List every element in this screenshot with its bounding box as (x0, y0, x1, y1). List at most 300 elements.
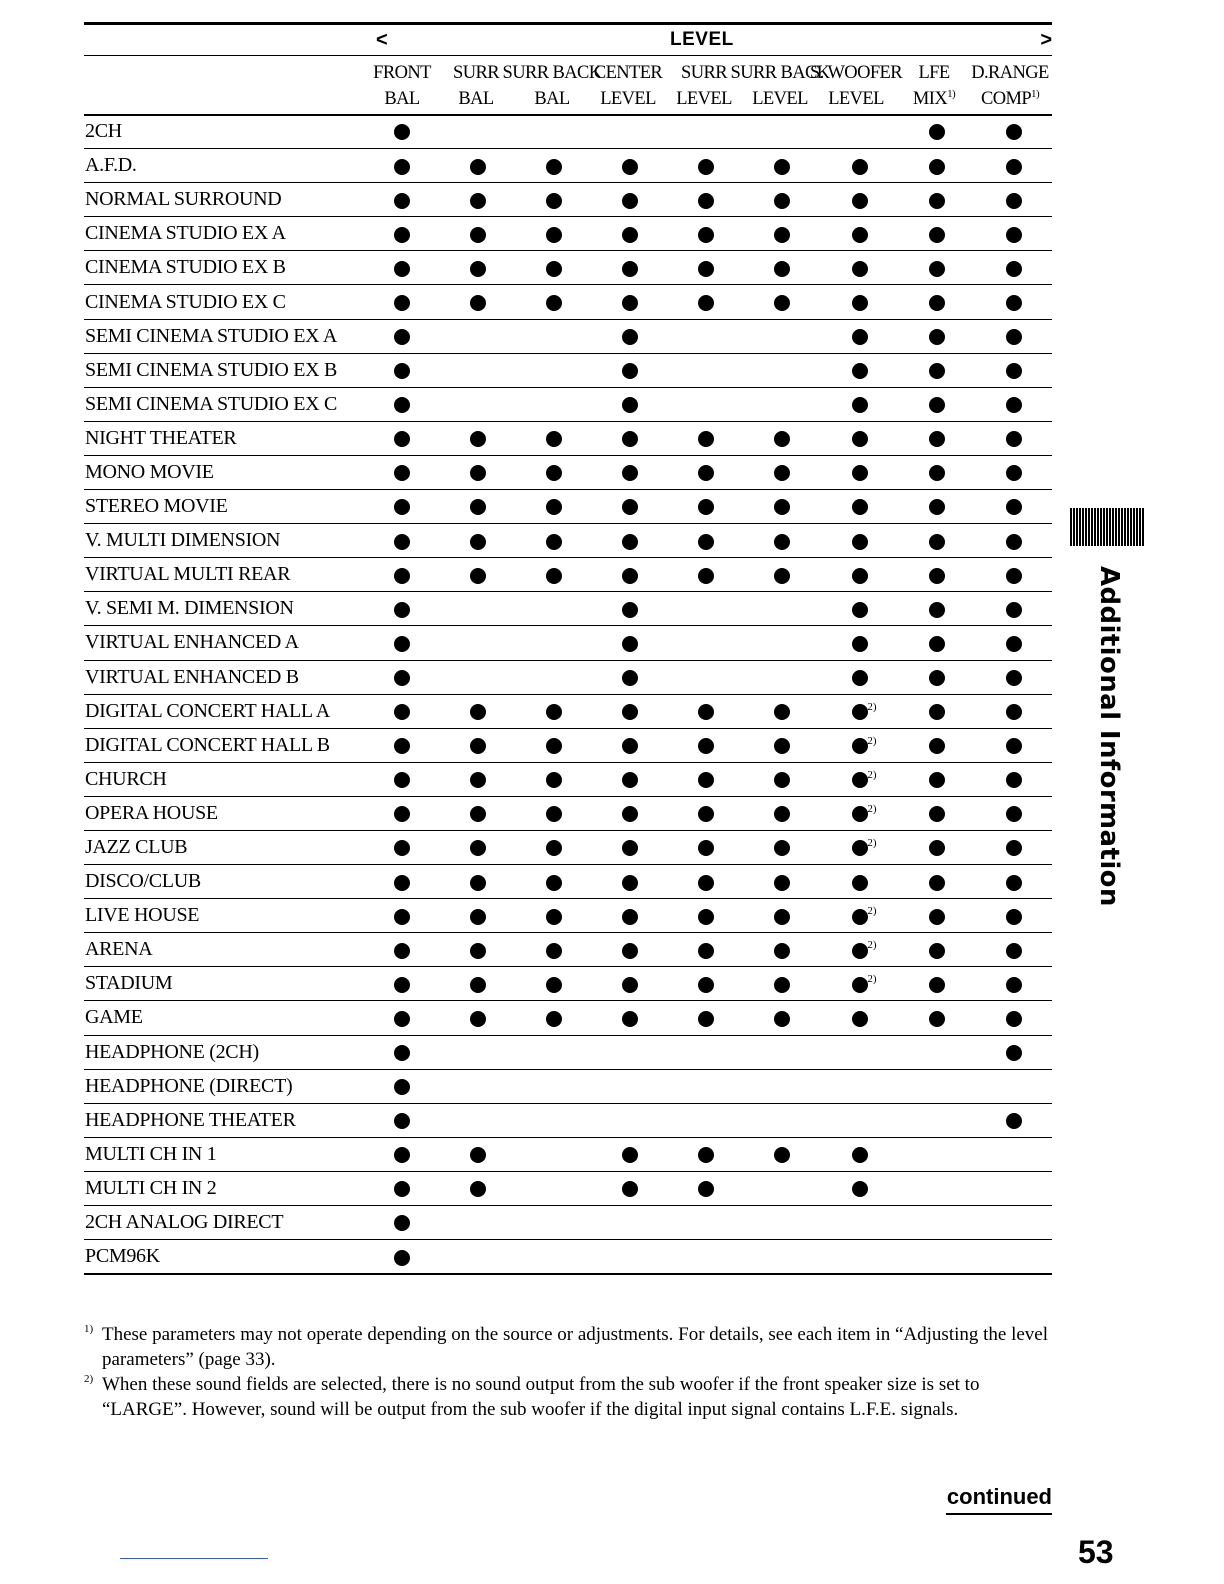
table-cell (592, 1001, 668, 1035)
column-header-line2 (373, 86, 431, 112)
filled-circle-icon (852, 465, 868, 481)
table-cell (744, 694, 820, 728)
table-cell (975, 558, 1052, 592)
table-row (84, 592, 1052, 626)
table-cell (668, 319, 744, 353)
filled-circle-icon (774, 738, 790, 754)
table-cell (975, 319, 1052, 353)
filled-circle-icon (622, 1181, 638, 1197)
filled-circle-icon (1006, 806, 1022, 822)
filled-circle-icon (1006, 397, 1022, 413)
table-cell (744, 1035, 820, 1069)
table-cell (899, 694, 975, 728)
table-cell (440, 1069, 516, 1103)
sound-field-name: DIGITAL CONCERT HALL A (84, 694, 363, 728)
filled-circle-icon (546, 499, 562, 515)
filled-circle-icon (394, 602, 410, 618)
table-cell (820, 115, 899, 149)
sound-field-name: DISCO/CLUB (84, 865, 363, 899)
table-row (84, 899, 1052, 933)
table-cell (668, 353, 744, 387)
filled-circle-icon (1006, 772, 1022, 788)
filled-circle-icon (852, 1147, 868, 1163)
filled-circle-icon (546, 909, 562, 925)
table-cell (820, 1240, 899, 1275)
filled-circle-icon (774, 499, 790, 515)
filled-circle-icon (394, 1011, 410, 1027)
footnote-ref: 2) (867, 905, 877, 918)
sound-field-name: MULTI CH IN 1 (84, 1137, 363, 1171)
table-cell (592, 251, 668, 285)
filled-circle-icon (1006, 602, 1022, 618)
filled-circle-icon (394, 840, 410, 856)
table-cell (668, 421, 744, 455)
table-cell (363, 421, 440, 455)
table-cell (668, 626, 744, 660)
table-cell (820, 1103, 899, 1137)
table-cell (744, 217, 820, 251)
table-cell (744, 626, 820, 660)
filled-circle-icon (394, 943, 410, 959)
filled-circle-icon (622, 738, 638, 754)
table-cell (975, 899, 1052, 933)
table-cell (440, 865, 516, 899)
filled-circle-icon (929, 261, 945, 277)
table-cell (592, 455, 668, 489)
table-cell (516, 933, 592, 967)
table-cell (440, 1103, 516, 1137)
filled-circle-icon (774, 1011, 790, 1027)
table-cell (363, 1206, 440, 1240)
table-cell (668, 1001, 744, 1035)
filled-circle-icon (698, 977, 714, 993)
table-cell (592, 524, 668, 558)
filled-circle-icon (1006, 261, 1022, 277)
filled-circle-icon (1006, 670, 1022, 686)
table-cell (440, 387, 516, 421)
table-cell (975, 1035, 1052, 1069)
table-cell (899, 1035, 975, 1069)
table-row (84, 1171, 1052, 1205)
table-cell (516, 694, 592, 728)
column-header (810, 60, 902, 112)
table-cell (440, 762, 516, 796)
filled-circle-icon (622, 1147, 638, 1163)
filled-circle-icon (1006, 909, 1022, 925)
filled-circle-icon (852, 329, 868, 345)
column-header-line1: SURR (681, 63, 727, 83)
table-cell (899, 1001, 975, 1035)
table-cell (899, 660, 975, 694)
table-cell (668, 660, 744, 694)
table-cell (744, 421, 820, 455)
table-cell (975, 1171, 1052, 1205)
table-row (84, 183, 1052, 217)
footnote-text: These parameters may not operate depending on the source or adjustments. For details, see each item in “Adjusting the level parameters” (page 33). (102, 1324, 1049, 1370)
table-cell (899, 387, 975, 421)
filled-circle-icon (774, 534, 790, 550)
table-cell (516, 183, 592, 217)
sound-field-name: STEREO MOVIE (84, 490, 363, 524)
filled-circle-icon (622, 636, 638, 652)
table-row (84, 387, 1052, 421)
filled-circle-icon (622, 261, 638, 277)
filled-circle-icon (1006, 1011, 1022, 1027)
filled-circle-icon (546, 227, 562, 243)
filled-circle-icon (1006, 465, 1022, 481)
table-cell (975, 830, 1052, 864)
table-cell (899, 1206, 975, 1240)
table-cell (363, 694, 440, 728)
filled-circle-icon (852, 1181, 868, 1197)
table-cell (975, 490, 1052, 524)
filled-circle-icon (698, 1147, 714, 1163)
filled-circle-icon (774, 261, 790, 277)
right-arrow-icon: > (1040, 29, 1052, 51)
table-row (84, 762, 1052, 796)
sound-field-name: MULTI CH IN 2 (84, 1171, 363, 1205)
table-cell (592, 1206, 668, 1240)
table-cell (668, 728, 744, 762)
filled-circle-icon (698, 499, 714, 515)
filled-circle-icon (1006, 124, 1022, 140)
table-cell (899, 421, 975, 455)
table-cell (899, 353, 975, 387)
filled-circle-icon (546, 534, 562, 550)
sound-field-parameter-table (84, 115, 1052, 1275)
table-cell (440, 660, 516, 694)
bottom-rule (120, 1558, 268, 1559)
sound-field-name: JAZZ CLUB (84, 830, 363, 864)
filled-circle-icon (394, 738, 410, 754)
table-cell (668, 933, 744, 967)
filled-circle-icon (470, 806, 486, 822)
table-cell (668, 1103, 744, 1137)
filled-circle-icon (546, 1011, 562, 1027)
table-cell (592, 1035, 668, 1069)
filled-circle-icon (470, 738, 486, 754)
filled-circle-icon (929, 499, 945, 515)
filled-circle-icon (622, 329, 638, 345)
table-cell (899, 762, 975, 796)
table-cell (744, 1240, 820, 1275)
sound-field-name: VIRTUAL ENHANCED B (84, 660, 363, 694)
filled-circle-icon (546, 806, 562, 822)
column-header-line2 (913, 86, 955, 112)
filled-circle-icon (698, 909, 714, 925)
table-cell (516, 1171, 592, 1205)
filled-circle-icon (852, 227, 868, 243)
filled-circle-icon (929, 568, 945, 584)
table-cell (975, 762, 1052, 796)
table-cell (592, 796, 668, 830)
footnotes (84, 1322, 1052, 1422)
table-cell (744, 592, 820, 626)
table-cell (975, 592, 1052, 626)
footnote (84, 1372, 1052, 1422)
sound-field-name: OPERA HOUSE (84, 796, 363, 830)
footnote-ref: 2) (867, 836, 877, 849)
table-cell (668, 1240, 744, 1275)
table-cell (975, 967, 1052, 1001)
table-cell (440, 728, 516, 762)
table-cell (975, 524, 1052, 558)
table-cell (975, 353, 1052, 387)
table-cell (668, 1206, 744, 1240)
table-cell (820, 762, 899, 796)
column-header-line1: SURR BACK (502, 63, 602, 83)
column-header-line2-text: LEVEL (752, 89, 808, 109)
table-cell (899, 319, 975, 353)
table-cell (820, 1035, 899, 1069)
filled-circle-icon (622, 602, 638, 618)
table-cell (899, 115, 975, 149)
table-cell (899, 149, 975, 183)
table-cell (363, 1240, 440, 1275)
table-cell (440, 1001, 516, 1035)
filled-circle-icon (546, 875, 562, 891)
filled-circle-icon (852, 875, 868, 891)
table-cell (744, 558, 820, 592)
table-cell (516, 830, 592, 864)
filled-circle-icon (470, 977, 486, 993)
filled-circle-icon (929, 124, 945, 140)
footnote-ref: 1) (1031, 87, 1040, 100)
table-cell (440, 967, 516, 1001)
filled-circle-icon (394, 261, 410, 277)
sound-field-name: SEMI CINEMA STUDIO EX A (84, 319, 363, 353)
table-cell (440, 592, 516, 626)
table-cell (744, 1206, 820, 1240)
table-cell (668, 183, 744, 217)
table-cell (516, 217, 592, 251)
filled-circle-icon (852, 772, 868, 788)
sound-field-name: ARENA (84, 933, 363, 967)
table-cell (592, 865, 668, 899)
table-row (84, 1035, 1052, 1069)
table-cell (668, 865, 744, 899)
table-cell (899, 796, 975, 830)
filled-circle-icon (394, 568, 410, 584)
table-row (84, 217, 1052, 251)
filled-circle-icon (470, 875, 486, 891)
filled-circle-icon (394, 227, 410, 243)
filled-circle-icon (929, 840, 945, 856)
table-cell (363, 115, 440, 149)
table-cell (899, 1103, 975, 1137)
table-cell (899, 455, 975, 489)
filled-circle-icon (394, 193, 410, 209)
table-cell (744, 1103, 820, 1137)
filled-circle-icon (546, 295, 562, 311)
filled-circle-icon (852, 499, 868, 515)
table-cell (975, 728, 1052, 762)
table-cell (440, 626, 516, 660)
filled-circle-icon (852, 193, 868, 209)
table-cell (440, 830, 516, 864)
filled-circle-icon (622, 909, 638, 925)
filled-circle-icon (622, 840, 638, 856)
table-cell (975, 455, 1052, 489)
table-cell (899, 558, 975, 592)
table-cell (363, 1035, 440, 1069)
footnote-ref: 2) (867, 734, 877, 747)
table-cell (899, 285, 975, 319)
table-cell (820, 660, 899, 694)
filled-circle-icon (622, 159, 638, 175)
left-arrow-icon: < (376, 29, 388, 51)
table-cell (363, 490, 440, 524)
table-cell (668, 1137, 744, 1171)
table-cell (668, 762, 744, 796)
table-cell (668, 455, 744, 489)
column-header-line2-text: MIX (912, 89, 948, 109)
filled-circle-icon (546, 977, 562, 993)
table-cell (363, 251, 440, 285)
filled-circle-icon (622, 534, 638, 550)
table-cell (744, 762, 820, 796)
sound-field-name: CINEMA STUDIO EX C (84, 285, 363, 319)
sound-field-name: HEADPHONE (2CH) (84, 1035, 363, 1069)
page-number: 53 (1078, 1534, 1114, 1570)
filled-circle-icon (546, 943, 562, 959)
table-cell (820, 933, 899, 967)
filled-circle-icon (546, 465, 562, 481)
table-cell (744, 115, 820, 149)
filled-circle-icon (774, 806, 790, 822)
filled-circle-icon (622, 806, 638, 822)
table-cell (975, 115, 1052, 149)
filled-circle-icon (394, 1147, 410, 1163)
filled-circle-icon (546, 840, 562, 856)
table-row (84, 251, 1052, 285)
table-cell (440, 455, 516, 489)
table-cell (744, 149, 820, 183)
sound-field-name: V. SEMI M. DIMENSION (84, 592, 363, 626)
table-cell (975, 865, 1052, 899)
table-cell (516, 728, 592, 762)
filled-circle-icon (852, 431, 868, 447)
filled-circle-icon (698, 840, 714, 856)
table-cell (744, 967, 820, 1001)
table-cell (516, 1001, 592, 1035)
table-cell (592, 1103, 668, 1137)
filled-circle-icon (622, 977, 638, 993)
table-cell (363, 217, 440, 251)
column-header-line1: CENTER (593, 63, 663, 83)
filled-circle-icon (470, 499, 486, 515)
table-row (84, 626, 1052, 660)
footnote-ref: 2) (867, 700, 877, 713)
filled-circle-icon (929, 397, 945, 413)
filled-circle-icon (929, 772, 945, 788)
filled-circle-icon (394, 363, 410, 379)
table-cell (899, 728, 975, 762)
table-cell (516, 490, 592, 524)
table-cell (975, 626, 1052, 660)
filled-circle-icon (394, 909, 410, 925)
filled-circle-icon (852, 840, 868, 856)
filled-circle-icon (470, 295, 486, 311)
footnote-mark: 1) (84, 1323, 94, 1335)
filled-circle-icon (774, 295, 790, 311)
sound-field-name: NORMAL SURROUND (84, 183, 363, 217)
filled-circle-icon (852, 534, 868, 550)
filled-circle-icon (622, 875, 638, 891)
filled-circle-icon (1006, 329, 1022, 345)
table-cell (592, 967, 668, 1001)
column-header (676, 60, 732, 112)
filled-circle-icon (1006, 159, 1022, 175)
table-cell (820, 1137, 899, 1171)
footnote-text: When these sound fields are selected, there is no sound output from the sub woofer if the front speaker size is set to “LARGE”. However, sound will be output from the sub woofer if the digital input signal contains L.F.E. signals. (102, 1374, 980, 1420)
filled-circle-icon (852, 977, 868, 993)
sound-field-name: CINEMA STUDIO EX B (84, 251, 363, 285)
filled-circle-icon (1006, 534, 1022, 550)
sound-field-name: 2CH (84, 115, 363, 149)
filled-circle-icon (929, 193, 945, 209)
filled-circle-icon (774, 943, 790, 959)
table-cell (975, 1137, 1052, 1171)
filled-circle-icon (470, 840, 486, 856)
table-cell (592, 319, 668, 353)
table-row (84, 319, 1052, 353)
filled-circle-icon (1006, 840, 1022, 856)
filled-circle-icon (470, 227, 486, 243)
table-cell (668, 694, 744, 728)
table-cell (516, 455, 592, 489)
filled-circle-icon (929, 670, 945, 686)
table-cell (820, 183, 899, 217)
filled-circle-icon (394, 772, 410, 788)
filled-circle-icon (470, 1181, 486, 1197)
table-cell (440, 217, 516, 251)
table-cell (744, 251, 820, 285)
table-cell (592, 899, 668, 933)
table-cell (440, 319, 516, 353)
filled-circle-icon (622, 295, 638, 311)
table-cell (440, 1137, 516, 1171)
table-cell (744, 796, 820, 830)
sound-field-name: DIGITAL CONCERT HALL B (84, 728, 363, 762)
filled-circle-icon (394, 534, 410, 550)
footnote-mark: 2) (84, 1373, 94, 1385)
footnote-ref: 2) (867, 973, 877, 986)
column-headers (84, 54, 1052, 116)
table-cell (516, 251, 592, 285)
table-row (84, 660, 1052, 694)
table-cell (820, 149, 899, 183)
table-cell (363, 830, 440, 864)
table-cell (516, 762, 592, 796)
filled-circle-icon (698, 227, 714, 243)
filled-circle-icon (852, 636, 868, 652)
table-cell (899, 1137, 975, 1171)
section-tab-marker (1070, 508, 1144, 546)
filled-circle-icon (394, 1181, 410, 1197)
table-cell (899, 1171, 975, 1205)
table-row (84, 285, 1052, 319)
table-cell (668, 592, 744, 626)
sound-field-name: NIGHT THEATER (84, 421, 363, 455)
table-cell (440, 796, 516, 830)
table-cell (592, 217, 668, 251)
table-cell (592, 353, 668, 387)
table-cell (744, 1137, 820, 1171)
table-cell (592, 762, 668, 796)
table-cell (820, 967, 899, 1001)
filled-circle-icon (470, 261, 486, 277)
